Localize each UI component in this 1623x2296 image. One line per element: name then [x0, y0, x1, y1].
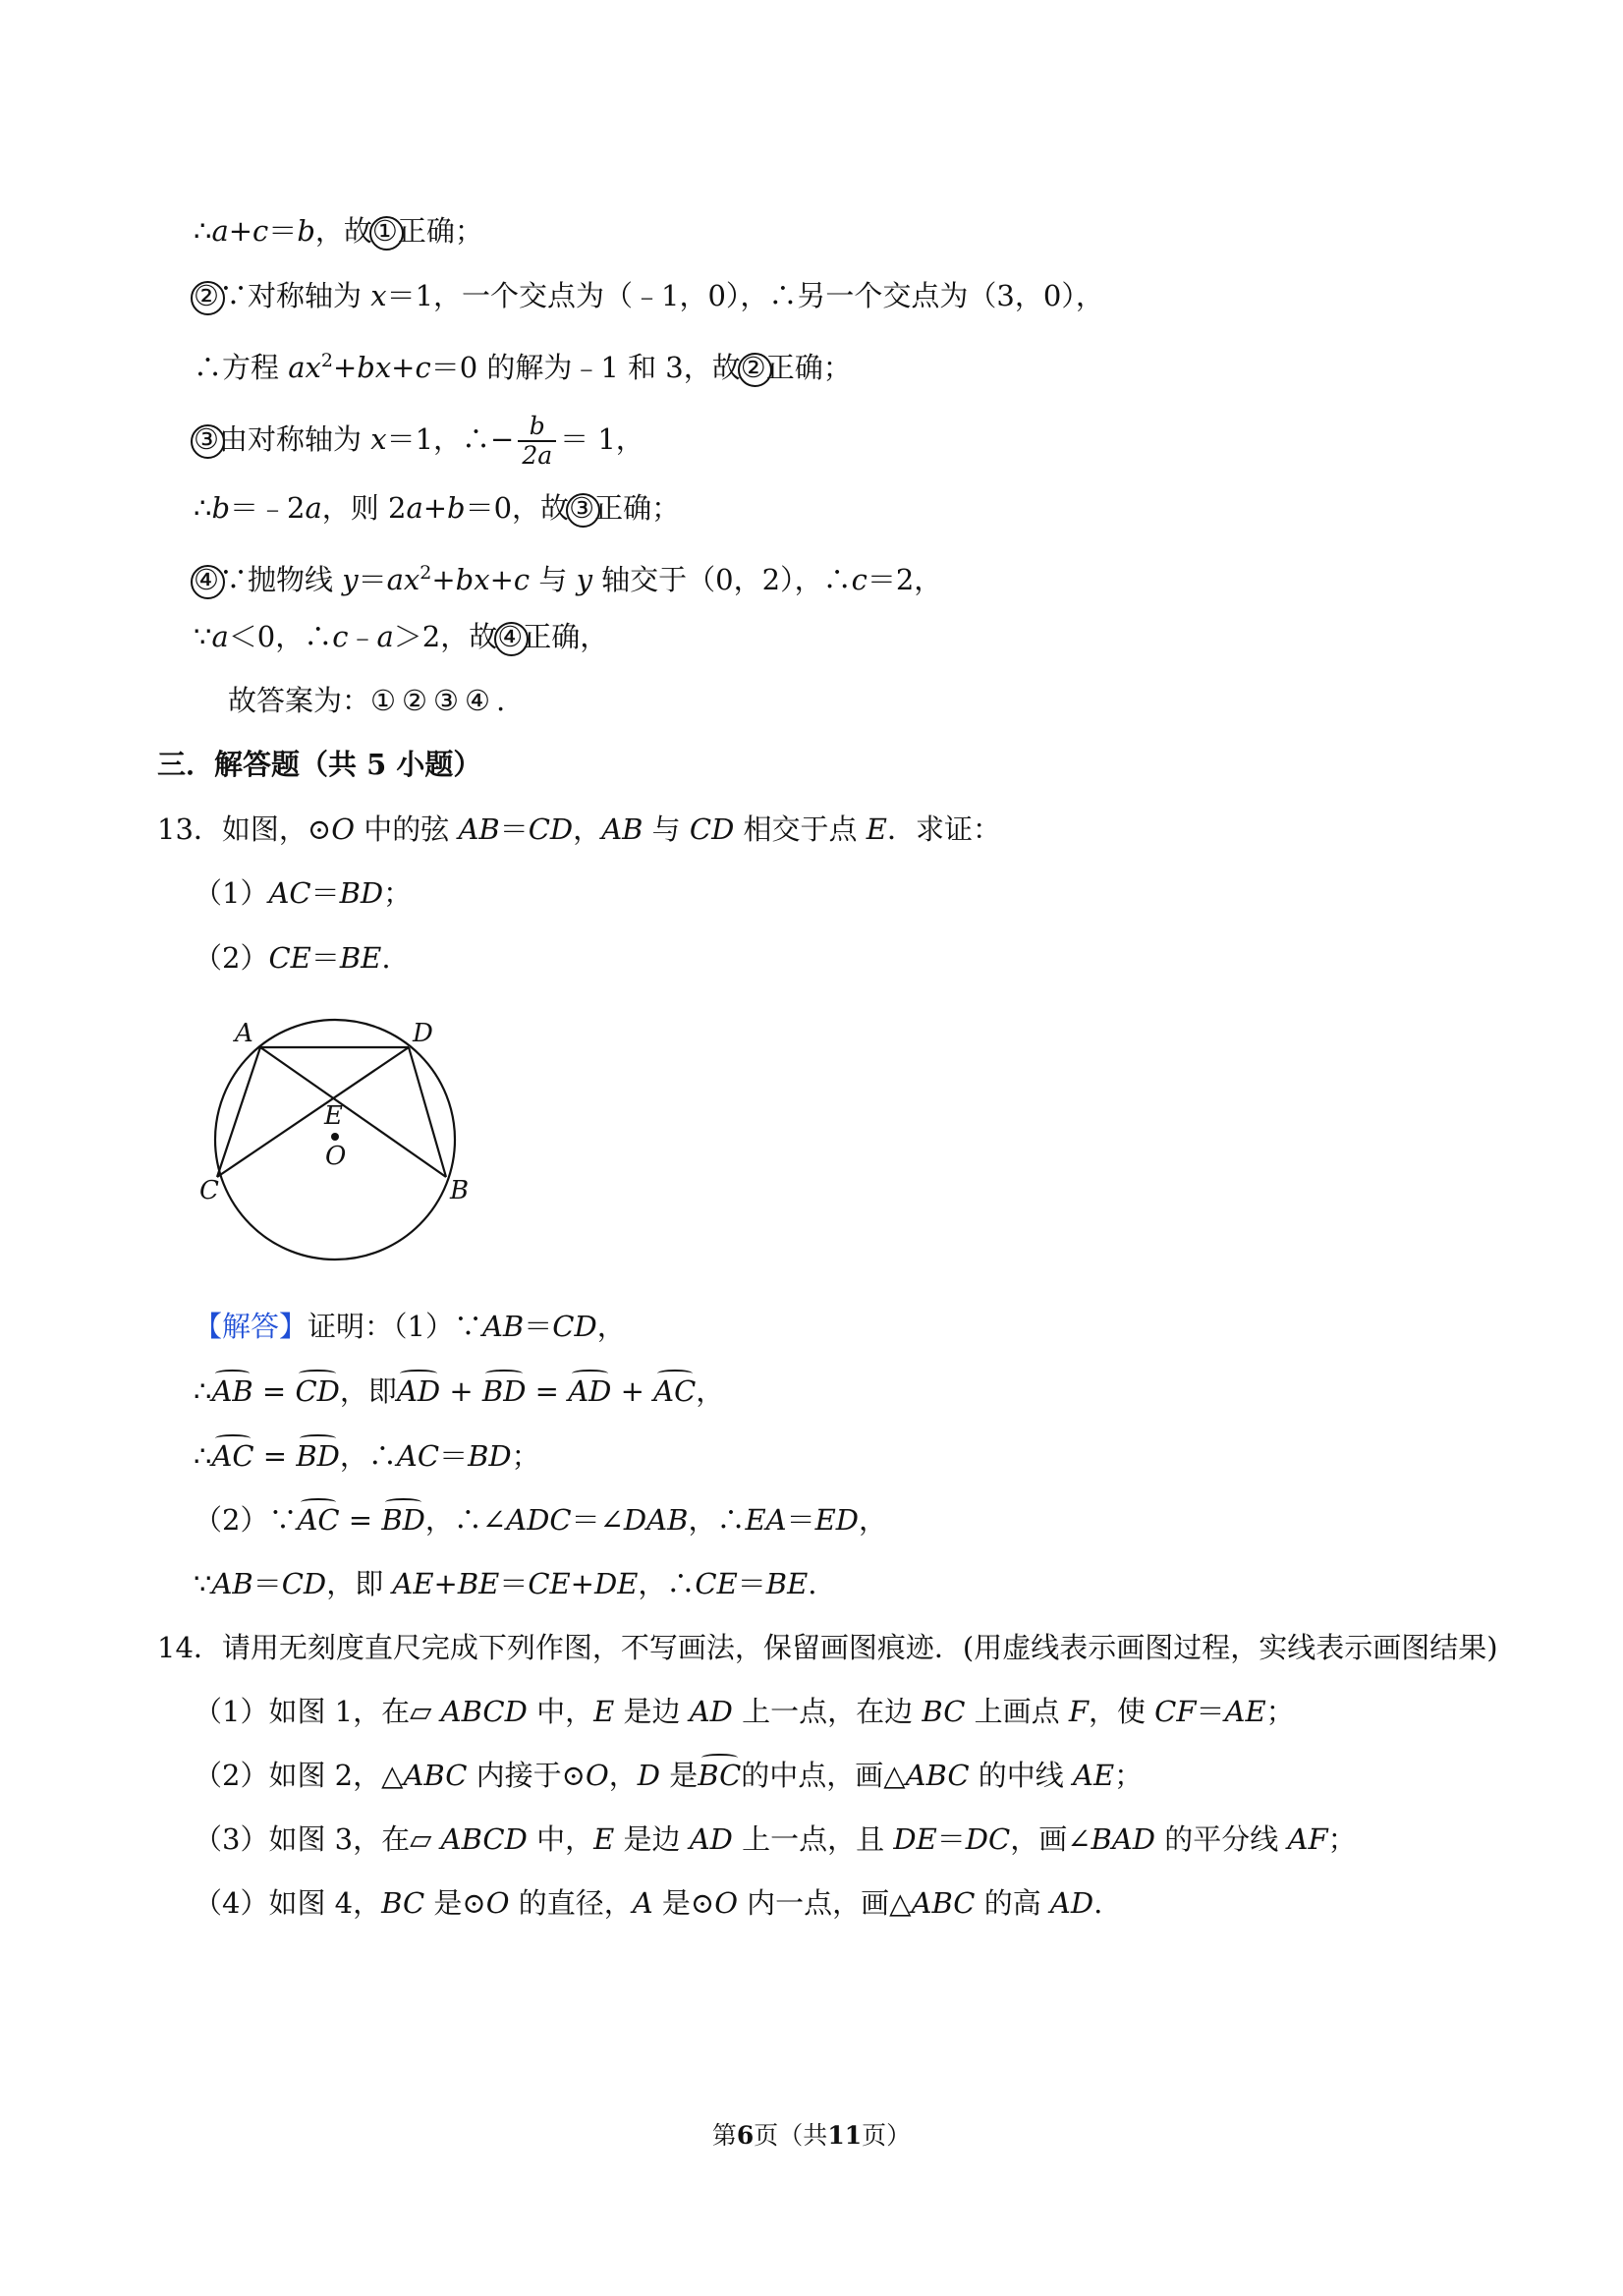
page-total: 11	[827, 2121, 863, 2150]
solution-tag: 【解答】	[194, 1310, 308, 1343]
section-title: 三．解答题（共 5 小题）	[157, 748, 482, 781]
label-e: E	[324, 1101, 343, 1131]
label-c: C	[199, 1176, 219, 1205]
q13-solution-line-2: ∴AB = CD，即AD + BD = AD + AC，	[194, 1372, 724, 1411]
label-b: B	[450, 1176, 470, 1205]
label-d: D	[413, 1019, 433, 1048]
q13-solution-line-3: ∴AC = BD，∴AC＝BD；	[194, 1436, 540, 1476]
answer-line-1: ∴a+c＝b，故①正确；	[194, 211, 483, 251]
q13-solution-line-1: 【解答】证明：（1）∵AB＝CD，	[194, 1310, 626, 1343]
chord-ab	[260, 1047, 446, 1177]
answer-line-6: ④∵抛物线 $y=ax^2+bx+c$ 与 y 轴交于（0，2），∴c＝2，	[194, 553, 942, 599]
fraction-b-over-2a: $\frac{b}{2a}$	[518, 413, 556, 470]
q13-part-1: （1）AC＝BD；	[194, 876, 413, 910]
answer-line-5: ∴b＝﹣2a，则 2a+b＝0，故③正确；	[194, 488, 680, 528]
label-o: O	[325, 1142, 347, 1171]
answer-line-4: ③由对称轴为 x＝1，∴− $\frac{b}{2a}$ ＝ 1，	[194, 412, 644, 470]
page-number: 6	[736, 2121, 755, 2150]
q13-stem: 13．如图，⊙O 中的弦 AB＝CD，AB 与 CD 相交于点 E．求证：	[157, 812, 1001, 846]
answer-line-7: ∵a＜0，∴c﹣a＞2，故④正确，	[194, 617, 608, 656]
q14-stem: 14．请用无刻度直尺完成下列作图，不写画法，保留画图痕迹．(用虚线表示画图过程，实线表示画图结果)	[157, 1631, 1498, 1664]
chord-cd	[217, 1047, 409, 1177]
q14-part-3: （3）如图 3，在▱ ABCD 中，E 是边 AD 上一点，且 DE＝DC，画∠BAD 的平分线 AF；	[194, 1822, 1357, 1856]
q14-part-1: （1）如图 1，在▱ ABCD 中，E 是边 AD 上一点，在边 BC 上画点 F，使 CF＝AE；	[194, 1695, 1295, 1728]
answer-circled-numbers: ①②③④	[370, 684, 497, 717]
circle-chords-figure	[183, 1006, 497, 1271]
answer-line-2: ②∵对称轴为 x＝1，一个交点为（﹣1，0），∴另一个交点为（3，0），	[194, 276, 1104, 315]
label-a: A	[235, 1019, 253, 1048]
q13-solution-line-5: ∵AB＝CD，即 AE+BE＝CE+DE，∴CE＝BE.	[194, 1567, 817, 1600]
center-point	[331, 1133, 339, 1141]
q13-solution-line-4: （2）∵AC = BD，∴∠ADC＝∠DAB，∴EA＝ED，	[194, 1500, 887, 1540]
q14-part-4: （4）如图 4，BC 是⊙O 的直径，A 是⊙O 内一点，画△ABC 的高 AD.	[194, 1886, 1103, 1920]
chord-bd	[409, 1047, 446, 1177]
page-footer: 第6页（共11页）	[711, 2121, 912, 2150]
q14-part-2: （2）如图 2，△ABC 内接于⊙O，D 是BC的中点，画△ABC 的中线 AE；	[194, 1756, 1143, 1795]
q13-part-2: （2）CE＝BE.	[194, 941, 391, 975]
answer-line-8: 故答案为：①②③④.	[228, 684, 506, 717]
answer-line-3: ∴方程 $ax^2+bx+c=0$ 的解为﹣1 和 3，故②正确；	[194, 341, 852, 387]
